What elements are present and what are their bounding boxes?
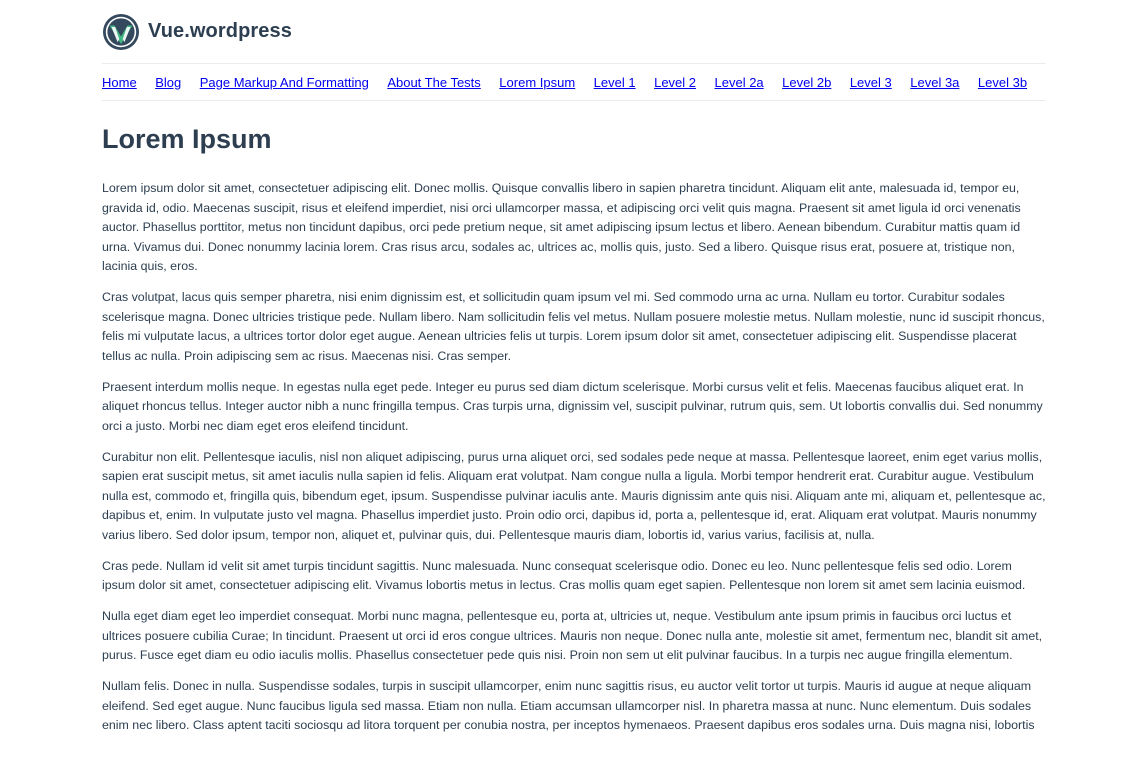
- site-header: [102, 0, 1046, 63]
- content-paragraph: Cras pede. Nullam id velit sit amet turpis tincidunt sagittis. Nunc malesuada. Nunc consequat scelerisque odio. Donec eu leo. Nunc pellentesque felis sed odio. Lorem ipsum dolor sit amet, consectetuer adipiscing elit. Vivamus lobortis metus in lectus. Cras mollis quam eget sapien. Pellentesque non lorem sit amet sem lacinia euismod.: [102, 558, 1026, 592]
- nav-item-level-2b[interactable]: Level 2b: [782, 74, 832, 90]
- nav-item-level-3a[interactable]: Level 3a: [910, 74, 960, 90]
- vue-wordpress-logo-icon[interactable]: [102, 13, 140, 51]
- page-content: [102, 179, 1046, 736]
- content-paragraph: Nulla eget diam eget leo imperdiet consequat. Morbi nunc magna, pellentesque eu, porta at, ultricies ut, neque. Vestibulum ante ipsum primis in faucibus orci luctus et ultrices posuere cubilia Curae; In tincidunt. Praesent ut orci id eros congue ultrices. Mauris non neque. Donec nulla ante, molestie sit amet, fermentum nec, blandit sit amet, purus. Fusce eget diam eu odio iaculis mollis. Phasellus consectetuer pede quis nisi. Proin non sem ut elit pulvinar faucibus. In a turpis nec augue fringilla elementum.: [102, 609, 1043, 662]
- nav-item-level-1[interactable]: Level 1: [593, 74, 636, 90]
- nav-item-lorem-ipsum[interactable]: Lorem Ipsum: [499, 74, 576, 90]
- nav-item-about-tests[interactable]: About The Tests: [387, 74, 481, 90]
- content-paragraph: Praesent interdum mollis neque. In egestas nulla eget pede. Integer eu purus sed diam dictum scelerisque. Morbi cursus velit et felis. Maecenas faucibus aliquet erat. In aliquet rhoncus tellus. Integer auctor nibh a nunc fringilla tempus. Cras turpis urna, dignissim vel, suscipit pulvinar, rutrum quis, sem. Ut lobortis convallis dui. Sed nonummy orci a justo. Morbi nec diam eget eros eleifend tincidunt.: [102, 379, 1043, 433]
- content-paragraph: Cras volutpat, lacus quis semper pharetra, nisi enim dignissim est, et sollicitudin quam ipsum vel mi. Sed commodo urna ac urna. Nullam eu tortor. Curabitur sodales scelerisque magna. Donec ultricies tristique pede. Nullam libero. Nam sollicitudin felis vel metus. Nullam posuere molestie metus. Nullam molestie, nunc id suscipit rhoncus, felis mi vulputate lacus, a ultrices tortor dolor eget augue. Aenean ultricies felis ut turpis. Lorem ipsum dolor sit amet, consectetuer adipiscing elit. Suspendisse placerat tellus ac nulla. Proin adipiscing sem ac risus. Maecenas nisi. Cras semper.: [102, 290, 1045, 363]
- page-container: [102, 0, 1046, 736]
- page-title: Lorem Ipsum: [102, 124, 272, 154]
- content-paragraph: Nullam felis. Donec in nulla. Suspendisse sodales, turpis in suscipit ullamcorper, enim nunc sagittis risus, eu auctor velit tortor ut turpis. Mauris id augue at neque aliquam eleifend. Sed eget augue. Nunc faucibus ligula sed massa. Etiam non nulla. Etiam accumsan ullamcorper nisl. In pharetra massa at nunc. Nunc elementum. Duis sodales enim nec libero. Class aptent taciti sociosqu ad litora torquent per conubia nostra, per inceptos hymenaeos. Praesent dapibus eros sodales urna. Duis magna nisi, lobortis: [102, 679, 1035, 732]
- nav-item-level-2[interactable]: Level 2: [654, 74, 697, 90]
- content-paragraph: Curabitur non elit. Pellentesque iaculis, nisl non aliquet adipiscing, purus urna aliquet orci, sed sodales pede neque at massa. Pellentesque laoreet, enim eget varius mollis, sapien erat suscipit metus, sit amet iaculis nulla sapien id felis. Aliquam erat volutpat. Nam congue nulla a ligula. Morbi tempor hendrerit erat. Curabitur augue. Vestibulum nulla est, commodo et, fringilla quis, bibendum eget, ipsum. Suspendisse pulvinar iaculis ante. Mauris dignissim ante quis nisi. Aliquam ante mi, aliquam et, pellentesque ac, dapibus et, enim. In vulputate justo vel magna. Phasellus imperdiet justo. Proin odio orci, dapibus id, porta a, pellentesque id, erat. Aliquam erat volutpat. Mauris nonummy varius libero. Sed dolor ipsum, tempor non, aliquet et, pulvinar quis, dui. Pellentesque mauris diam, lobortis id, varius varius, facilisis at, nulla.: [102, 449, 1046, 542]
- content-paragraph: Lorem ipsum dolor sit amet, consectetuer adipiscing elit. Donec mollis. Quisque convallis libero in sapien pharetra tincidunt. Aliquam elit ante, malesuada id, tempor eu, gravida id, odio. Maecenas suscipit, risus et eleifend imperdiet, nisi orci ullamcorper massa, et adipiscing orci velit quis magna. Praesent sit amet ligula id orci venenatis auctor. Phasellus porttitor, metus non tincidunt dapibus, orci pede pretium neque, sit amet adipiscing ipsum lectus et libero. Aenean bibendum. Curabitur mattis quam id urna. Vivamus dui. Donec nonummy lacinia lorem. Cras risus arcu, sodales ac, ultrices ac, mollis quis, justo. Sed a libero. Quisque risus erat, posuere at, tristique non, lacinia quis, eros.: [102, 181, 1021, 273]
- nav-item-home[interactable]: Home: [102, 74, 137, 90]
- nav-item-level-3[interactable]: Level 3: [849, 74, 892, 90]
- nav-item-level-2a[interactable]: Level 2a: [714, 74, 764, 90]
- site-title[interactable]: Vue.wordpress: [148, 20, 292, 42]
- nav-item-page-markup[interactable]: Page Markup And Formatting: [199, 74, 369, 90]
- nav-item-blog[interactable]: Blog: [155, 74, 182, 90]
- nav-item-level-3b[interactable]: Level 3b: [977, 74, 1028, 90]
- main-nav: [102, 63, 1046, 101]
